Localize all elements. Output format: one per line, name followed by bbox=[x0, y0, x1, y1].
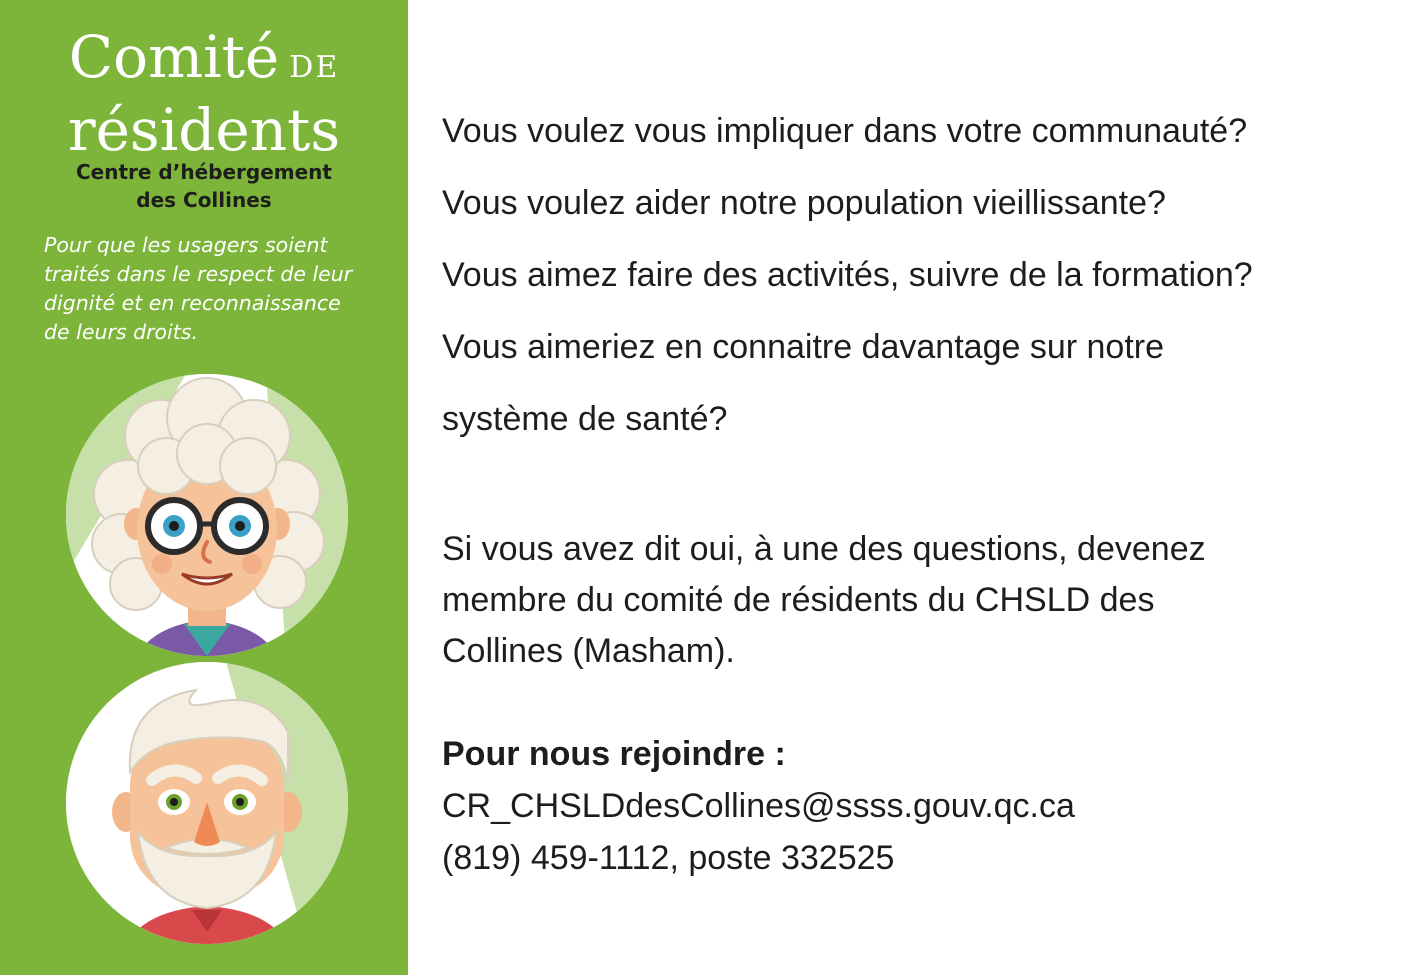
mission-line: de leurs droits. bbox=[44, 320, 198, 344]
invitation-line: Si vous avez dit oui, à une des questions, devenez bbox=[442, 530, 1206, 568]
mission-statement bbox=[44, 231, 394, 347]
invitation-line: membre du comité de résidents du CHSLD des bbox=[442, 581, 1155, 619]
elderly-man-illustration bbox=[66, 662, 348, 944]
facility-name-line1: Centre d’hébergement bbox=[76, 160, 332, 184]
question-line: système de santé? bbox=[442, 400, 728, 438]
question-line: Vous voulez vous impliquer dans votre communauté? bbox=[442, 112, 1248, 150]
contact-phone[interactable]: (819) 459-1112, poste 332525 bbox=[442, 839, 895, 877]
facility-name-line2: des Collines bbox=[136, 188, 272, 212]
mission-line: dignité et en reconnaissance bbox=[44, 291, 341, 315]
contact-block bbox=[442, 728, 1075, 884]
question-line: Vous aimez faire des activités, suivre de la formation? bbox=[442, 256, 1253, 294]
committee-title bbox=[0, 23, 408, 164]
mission-line: Pour que les usagers soient bbox=[44, 233, 328, 257]
question-line: Vous voulez aider notre population vieillissante? bbox=[442, 184, 1166, 222]
invitation-paragraph bbox=[442, 524, 1206, 677]
invitation-line: Collines (Masham). bbox=[442, 632, 735, 670]
title-word-comite: Comité bbox=[68, 23, 280, 91]
sidebar-panel bbox=[0, 0, 408, 975]
mission-line: traités dans le respect de leur bbox=[44, 262, 353, 286]
title-word-residents: résidents bbox=[67, 96, 341, 164]
facility-name bbox=[0, 158, 408, 214]
contact-heading: Pour nous rejoindre : bbox=[442, 735, 786, 773]
title-word-de: DE bbox=[289, 50, 340, 85]
contact-email[interactable]: CR_CHSLDdesCollines@ssss.gouv.qc.ca bbox=[442, 787, 1075, 825]
elderly-woman-illustration bbox=[66, 374, 348, 656]
question-line: Vous aimeriez en connaitre davantage sur notre bbox=[442, 328, 1165, 366]
elderly-man-icon bbox=[66, 662, 348, 944]
elderly-woman-icon bbox=[66, 374, 348, 656]
